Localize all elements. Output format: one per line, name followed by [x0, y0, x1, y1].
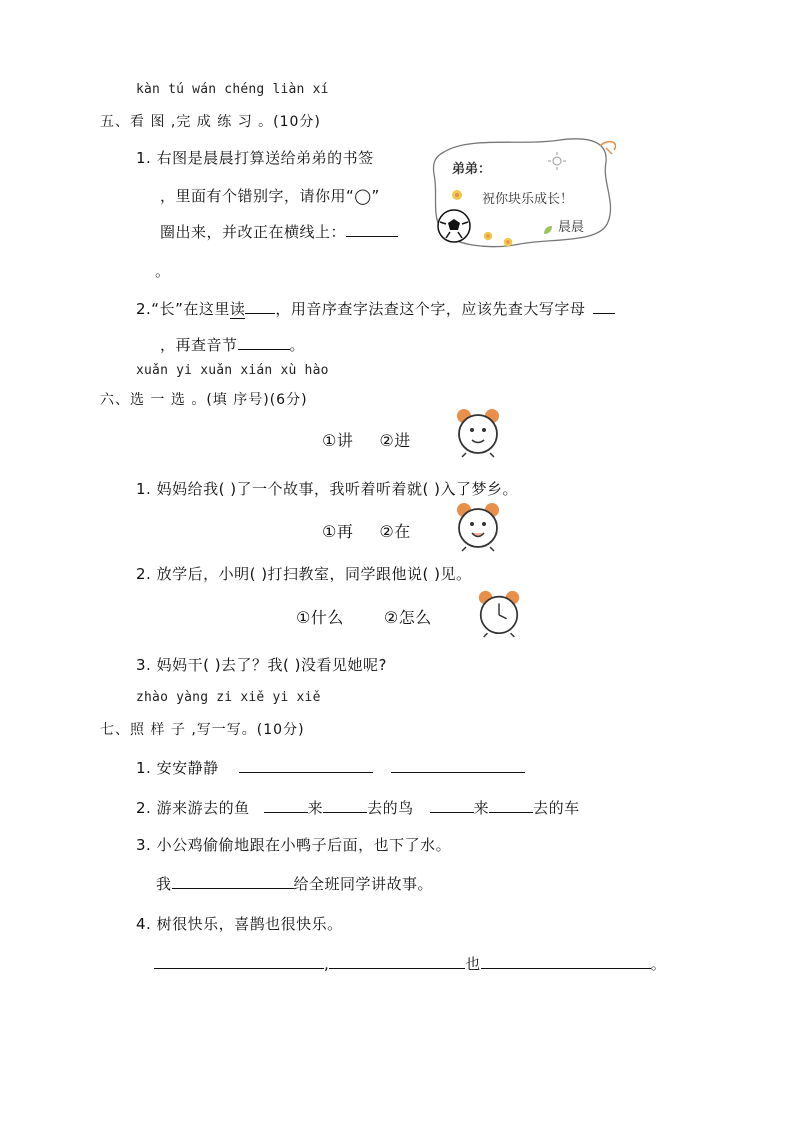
- sec5-q1-line3: [160, 221, 398, 242]
- sec7-q4-ye: 也: [465, 955, 481, 973]
- soccer-ball-icon: [436, 208, 472, 244]
- sec7-q3-text: 我: [156, 875, 172, 893]
- sec7-q1-text: 1. 安安静静: [136, 759, 219, 777]
- sec5-q1-line4: 。: [155, 262, 171, 280]
- sec7-q2-text-2: 去的鸟: [367, 799, 414, 817]
- answer-blank[interactable]: [481, 954, 651, 969]
- sec6-q2: 2. 放学后，小明( )打扫教室，同学跟他说( )见。: [136, 565, 472, 583]
- sec5-q2-line2: [160, 334, 305, 355]
- sec7-q2-lai-2: 来: [473, 799, 490, 817]
- answer-blank[interactable]: [430, 798, 474, 813]
- sec5-pinyin: kàn tú wán chéng liàn xí: [136, 82, 329, 97]
- sec5-q2-text-2: ，用音序查字法查这个字，应该先查大写字母: [275, 300, 586, 318]
- option: ①再: [322, 522, 354, 541]
- alarm-clock-icon: [474, 588, 524, 638]
- card-signature: 晨晨: [558, 220, 585, 235]
- sec5-q2-text: 2.“长”在这里: [136, 300, 230, 318]
- sec5-title: 五、看 图 ,完 成 练 习 。(10分): [100, 114, 321, 130]
- sec7-title: 七、照 样 子 ,写一写。(10分): [100, 722, 305, 738]
- sec7-q2: [136, 797, 580, 818]
- option: ②进: [379, 431, 411, 450]
- sec7-q2-text-3: 去的车: [533, 799, 580, 817]
- sun-icon: [548, 152, 566, 170]
- answer-blank[interactable]: [239, 758, 373, 773]
- sec7-q4-comma: ,: [324, 955, 330, 973]
- flower-icon: [450, 188, 464, 202]
- sec7-pinyin: zhào yàng zi xiě yi xiě: [136, 690, 321, 705]
- card-greeting: 弟弟：: [452, 162, 492, 177]
- answer-blank[interactable]: [238, 335, 290, 350]
- answer-blank[interactable]: [264, 798, 308, 813]
- bookmark-card: [430, 132, 616, 250]
- answer-blank[interactable]: [329, 954, 465, 969]
- card-wish: 祝你块乐成长！: [482, 192, 574, 207]
- sec6-options-2: [322, 519, 411, 542]
- option: ①什么: [296, 608, 344, 627]
- sec7-q3-line1: 3. 小公鸡偷偷地跟在小鸭子后面，也下了水。: [136, 836, 452, 854]
- sec6-options-1: [322, 428, 411, 451]
- sec7-q2-text: 2. 游来游去的鱼: [136, 799, 250, 817]
- answer-blank[interactable]: [593, 299, 615, 314]
- sec6-title: 六、选 一 选 。(填 序号)(6分): [100, 392, 308, 408]
- answer-blank[interactable]: [154, 954, 324, 969]
- answer-blank[interactable]: [245, 299, 275, 314]
- sec5-q1-line3-text: 圈出来，并改正在横线上：: [160, 223, 347, 241]
- sec5-q2-du: 读: [229, 300, 246, 318]
- sec5-q1-line1: 1. 右图是晨晨打算送给弟弟的书签: [136, 149, 374, 167]
- option: ②在: [379, 522, 411, 541]
- answer-blank[interactable]: [489, 798, 533, 813]
- sec5-q1-line2: ，里面有个错别字，请你用“◯”: [160, 187, 380, 205]
- flower-icon: [482, 230, 494, 242]
- sec7-q3-line2: [156, 873, 433, 894]
- sec7-q4-end: 。: [650, 955, 667, 973]
- leaf-icon: [542, 224, 554, 236]
- sec7-q3-text-2: 给全班同学讲故事。: [293, 875, 434, 893]
- sec6-q3: 3. 妈妈干( )去了？我( )没看见她呢?: [136, 656, 387, 674]
- sec7-q4-line2: [154, 953, 666, 974]
- flower-icon: [502, 236, 514, 248]
- sec5-q2-line1: [136, 298, 615, 319]
- sec6-q1: 1. 妈妈给我( )了一个故事，我听着听着就( )入了梦乡。: [136, 480, 519, 498]
- alarm-clock-icon: [452, 500, 504, 552]
- answer-blank[interactable]: [172, 874, 294, 889]
- option: ①讲: [322, 431, 354, 450]
- sec5-q2-text-4: 。: [289, 336, 306, 354]
- answer-blank[interactable]: [323, 798, 367, 813]
- sec7-q1: [136, 757, 525, 778]
- alarm-clock-icon: [452, 406, 504, 458]
- answer-blank[interactable]: [346, 222, 398, 237]
- answer-blank[interactable]: [391, 758, 525, 773]
- sec7-q2-lai: 来: [307, 799, 324, 817]
- option: ②怎么: [383, 608, 432, 627]
- sec6-options-3: [296, 605, 432, 628]
- sec5-q2-text-3: ，再查音节: [160, 336, 238, 354]
- sec7-q4-line1: 4. 树很快乐，喜鹊也很快乐。: [136, 915, 343, 933]
- sec6-pinyin: xuǎn yi xuǎn xián xù hào: [136, 363, 329, 378]
